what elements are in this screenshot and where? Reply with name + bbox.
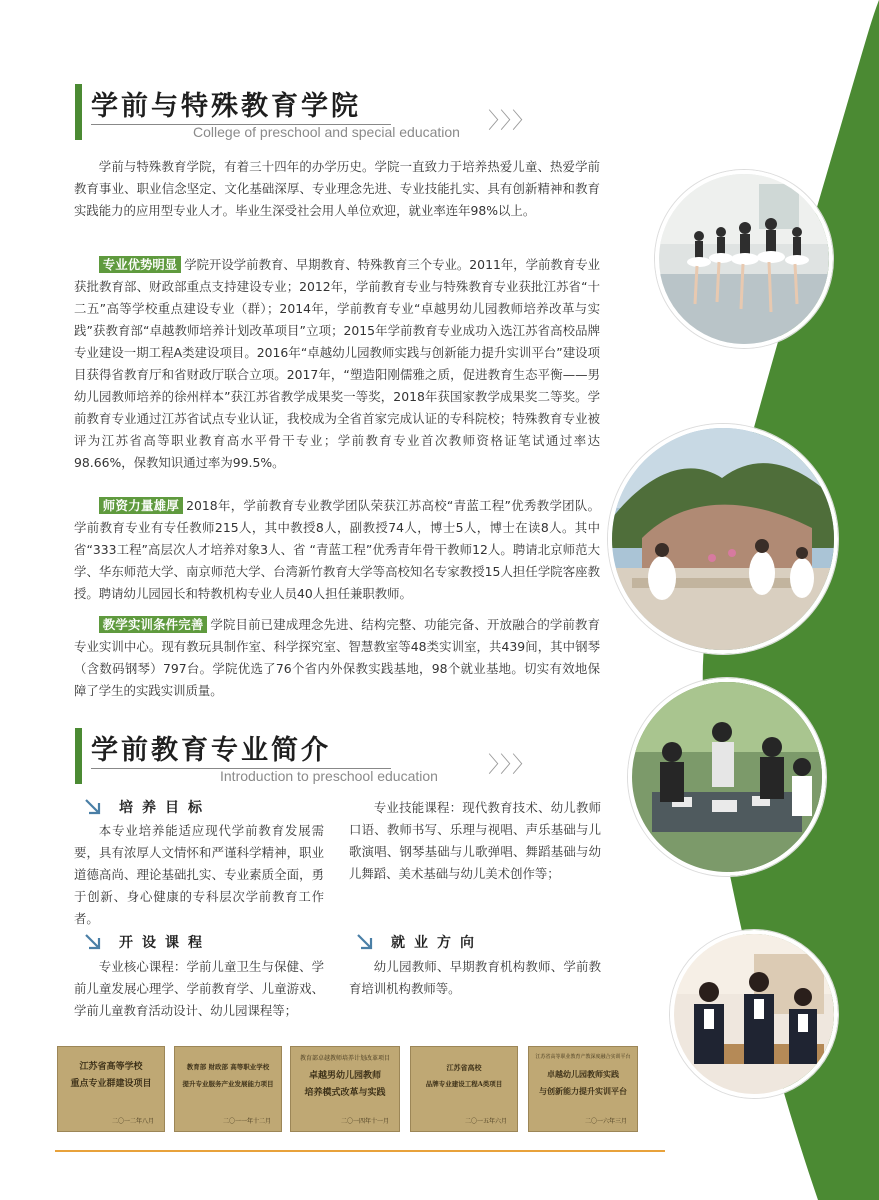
plaque-date: 二〇一五年六月 — [464, 1118, 507, 1125]
training-tag: 教学实训条件完善 — [99, 616, 208, 633]
courses-title: 开设课程 — [119, 935, 211, 951]
training-text: 学院目前已建成理念先进、结构完整、功能完备、开放融合的学前教育专业实训中心。现有教玩具制作室、科学探究室、智慧教室等48类实训室，共439间，其中钢琴（含数码钢琴）797台。学院优选了76个省内外保教实践基地，98个就业基地。切实有效地保障了学生的实践实训质量。 — [74, 617, 601, 698]
section2-title: 学前教育专业简介 — [91, 735, 331, 766]
outdoor-students-photo — [608, 424, 838, 654]
plaque-line: 提升专业服务产业发展能力项目 — [182, 1080, 274, 1088]
plaque-line: 江苏省高校 — [446, 1063, 482, 1072]
chevron-right-icon: 〉〉〉 — [488, 109, 536, 134]
intro-paragraph — [74, 156, 600, 222]
courses-heading — [83, 932, 211, 952]
skill-courses-paragraph — [349, 797, 601, 885]
plaque-caption: 教育部卓越教师培养计划改革项目 — [299, 1055, 390, 1062]
core-courses-text: 专业核心课程：学前儿童卫生与保健、学前儿童发展心理学、学前教育学、儿童游戏、学前儿童教育活动设计、幼儿园课程等； — [74, 959, 324, 1018]
career-title: 就业方向 — [391, 935, 483, 951]
section1-subtitle: College of preschool and special education — [193, 124, 460, 140]
classroom-workshop-photo — [628, 678, 826, 876]
plaque-line: 卓越幼儿园教师实践 — [547, 1069, 619, 1079]
goal-text: 本专业培养能适应现代学前教育发展需要，具有浓厚人文情怀和严谨科学精神，职业道德高尚、理论基础扎实、专业素质全面，勇于创新、身心健康的专科层次学前教育工作者。 — [74, 823, 324, 926]
plaque-1 — [57, 1046, 165, 1132]
plaque-5 — [528, 1046, 638, 1132]
advantage-text: 学院开设学前教育、早期教育、特殊教育三个专业。2011年，学前教育专业获批教育部、财政部重点支持建设专业；2012年，学前教育专业与特殊教育专业获批江苏省“十二五”高等学校重点建设专业（群）；2014年，学前教育专业“卓越男幼儿园教师培养改革与实践”获教育部“卓越教师培养计划改革项目”立项；2015年学前教育专业成功入选江苏省高校品牌专业建设一期工程A类建设项目。2016年“卓越幼儿园教师实践与创新能力提升实训平台”建设项目获得省教育厅和省财政厅联合立项。2017年，“塑造阳刚儒雅之质，促进教育生态平衡——男幼儿园教师培养的徐州样本”获江苏省教学成果奖一等奖，2018年获国家教学成果奖二等奖。学前教育专业通过江苏省试点专业认证，我校成为全省首家完成认证的专科院校；特殊教育专业被评为江苏省高等职业教育高水平骨干专业；学前教育专业首次教师资格证笔试通过率达98.66%，保教知识通过率为99.5%。 — [74, 257, 600, 470]
training-paragraph — [74, 614, 600, 702]
plaque-caption: 江苏省高等职业教育产教深度融合实训平台 — [535, 1054, 631, 1060]
advantage-paragraph — [74, 254, 600, 474]
goal-title: 培养目标 — [119, 800, 211, 816]
faculty-paragraph — [74, 495, 600, 605]
plaque-line: 卓越男幼儿园教师 — [308, 1071, 381, 1081]
goal-paragraph — [74, 820, 324, 930]
intro-text: 学前与特殊教育学院，有着三十四年的办学历史。学院一直致力于培养热爱儿童、热爱学前教育事业、职业信念坚定、文化基础深厚、专业理念先进、专业技能扎实、具有创新精神和教育实践能力的应用型专业人才。毕业生深受社会用人单位欢迎，就业率连年98%以上。 — [74, 159, 600, 218]
advantage-tag: 专业优势明显 — [99, 256, 181, 273]
plaque-3 — [290, 1046, 400, 1132]
chevron-right-icon: 〉〉〉 — [488, 753, 536, 778]
section1-title: 学前与特殊教育学院 — [91, 91, 361, 122]
plaque-date: 二〇一二年八月 — [111, 1118, 154, 1125]
tea-ceremony-photo — [670, 930, 838, 1098]
arrow-down-right-icon — [355, 932, 375, 952]
career-text: 幼儿园教师、早期教育机构教师、学前教育培训机构教师等。 — [349, 959, 601, 996]
plaque-date: 二〇一四年十一月 — [340, 1118, 389, 1125]
header-accent-bar — [75, 728, 82, 784]
ballet-class-photo — [655, 170, 833, 348]
core-courses-paragraph — [74, 956, 324, 1022]
arrow-down-right-icon — [83, 932, 103, 952]
plaque-line: 江苏省高等学校 — [79, 1062, 143, 1072]
header-accent-bar — [75, 84, 82, 140]
plaque-line: 与创新能力提升实训平台 — [539, 1086, 627, 1096]
section2-subtitle: Introduction to preschool education — [220, 768, 438, 784]
plaque-4 — [410, 1046, 518, 1132]
plaque-line: 培养模式改革与实践 — [304, 1088, 386, 1098]
faculty-tag: 师资力量雄厚 — [99, 497, 183, 514]
plaque-date: 二〇一一年十二月 — [222, 1118, 271, 1125]
plaque-2 — [174, 1046, 282, 1132]
goal-heading — [83, 797, 211, 817]
plaque-line: 重点专业群建设项目 — [70, 1079, 152, 1089]
career-paragraph — [349, 956, 601, 1000]
arrow-down-right-icon — [83, 797, 103, 817]
plaque-line: 品牌专业建设工程A类项目 — [425, 1080, 503, 1088]
plaque-date: 二〇一六年三月 — [584, 1118, 627, 1125]
plaque-line: 教育部 财政部 高等职业学校 — [186, 1063, 270, 1071]
career-heading — [355, 932, 483, 952]
footer-divider — [55, 1150, 665, 1152]
faculty-text: 2018年，学前教育专业教学团队荣获江苏高校“青蓝工程”优秀教学团队。学前教育专业有专任教师215人，其中教授8人，副教授74人，博士5人，博士在读8人。其中省“333工程”高层次人才培养对象3人、省 “青蓝工程”优秀青年骨干教师12人。聘请北京师范大学、华东师范大学、南京师范大学、台湾新竹教育大学等高校知名专家教授15人担任学院客座教授。聘请幼儿园园长和特教机构专业人员40人担任兼职教师。 — [74, 498, 601, 601]
skill-courses-text: 专业技能课程：现代教育技术、幼儿教师口语、教师书写、乐理与视唱、声乐基础与儿歌演唱、钢琴基础与儿歌弹唱、舞蹈基础与幼儿舞蹈、美术基础与幼儿美术创作等； — [349, 800, 601, 881]
